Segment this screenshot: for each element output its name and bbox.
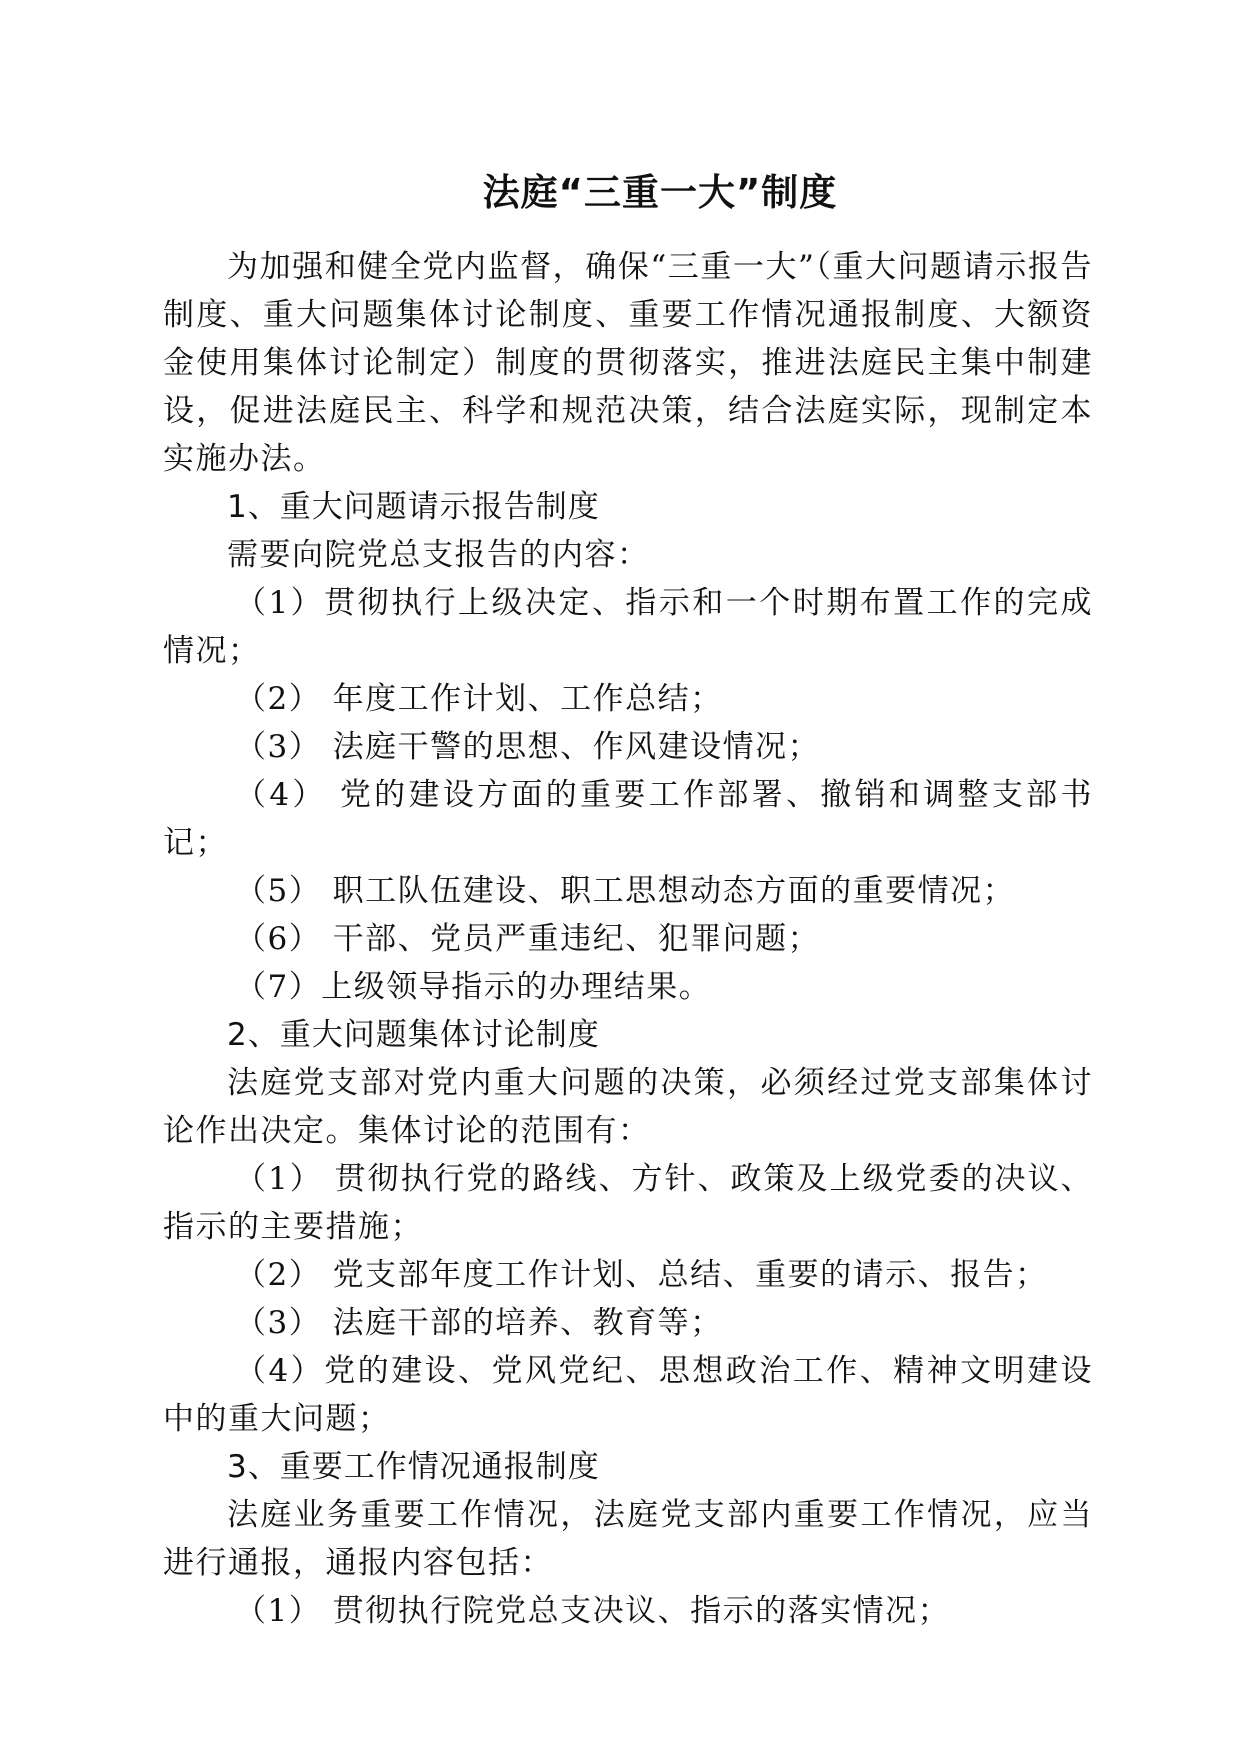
section-1-item: （2） 年度工作计划、工作总结； (235, 681, 723, 717)
section-3-heading: 3、重要工作情况通报制度 (227, 1449, 600, 1485)
section-3-item: （1） 贯彻执行院党总支决议、指示的落实情况； (235, 1593, 951, 1629)
section-1-item: （3） 法庭干警的思想、作风建设情况； (235, 729, 821, 765)
section-1-lead: 需要向院党总支报告的内容： (227, 537, 650, 573)
section-1-item: （7）上级领导指示的办理结果。 (235, 969, 712, 1005)
section-2-lead: 法庭党支部对党内重大问题的决策，必须经过党支部集体讨论作出决定。集体讨论的范围有： (163, 1065, 1093, 1149)
section-1-item: （6） 干部、党员严重违纪、犯罪问题； (235, 921, 821, 957)
section-3-lead: 法庭业务重要工作情况，法庭党支部内重要工作情况，应当进行通报，通报内容包括： (163, 1497, 1093, 1581)
document-body (163, 243, 1093, 1635)
intro-paragraph: 为加强和健全党内监督，确保“三重一大”（重大问题请示报告制度、重大问题集体讨论制度、重要工作情况通报制度、大额资金使用集体讨论制定）制度的贯彻落实，推进法庭民主集中制建设，促进法庭民主、科学和规范决策，结合法庭实际，现制定本实施办法。 (163, 249, 1093, 477)
section-1-item: （1）贯彻执行上级决定、指示和一个时期布置工作的完成情况； (163, 585, 1093, 669)
section-2-item: （4）党的建设、党风党纪、思想政治工作、精神文明建设中的重大问题； (163, 1353, 1093, 1437)
section-2-item: （1） 贯彻执行党的路线、方针、政策及上级党委的决议、指示的主要措施； (163, 1161, 1093, 1245)
section-2-item: （3） 法庭干部的培养、教育等； (235, 1305, 723, 1341)
section-2-heading: 2、重大问题集体讨论制度 (227, 1017, 600, 1053)
section-1-item: （5） 职工队伍建设、职工思想动态方面的重要情况； (235, 873, 1016, 909)
section-2-item: （2） 党支部年度工作计划、总结、重要的请示、报告； (235, 1257, 1048, 1293)
page-title: 法庭“三重一大”制度 (482, 171, 838, 214)
section-1-heading: 1、重大问题请示报告制度 (227, 489, 600, 525)
section-1-item: （4） 党的建设方面的重要工作部署、撤销和调整支部书记； (163, 777, 1093, 861)
